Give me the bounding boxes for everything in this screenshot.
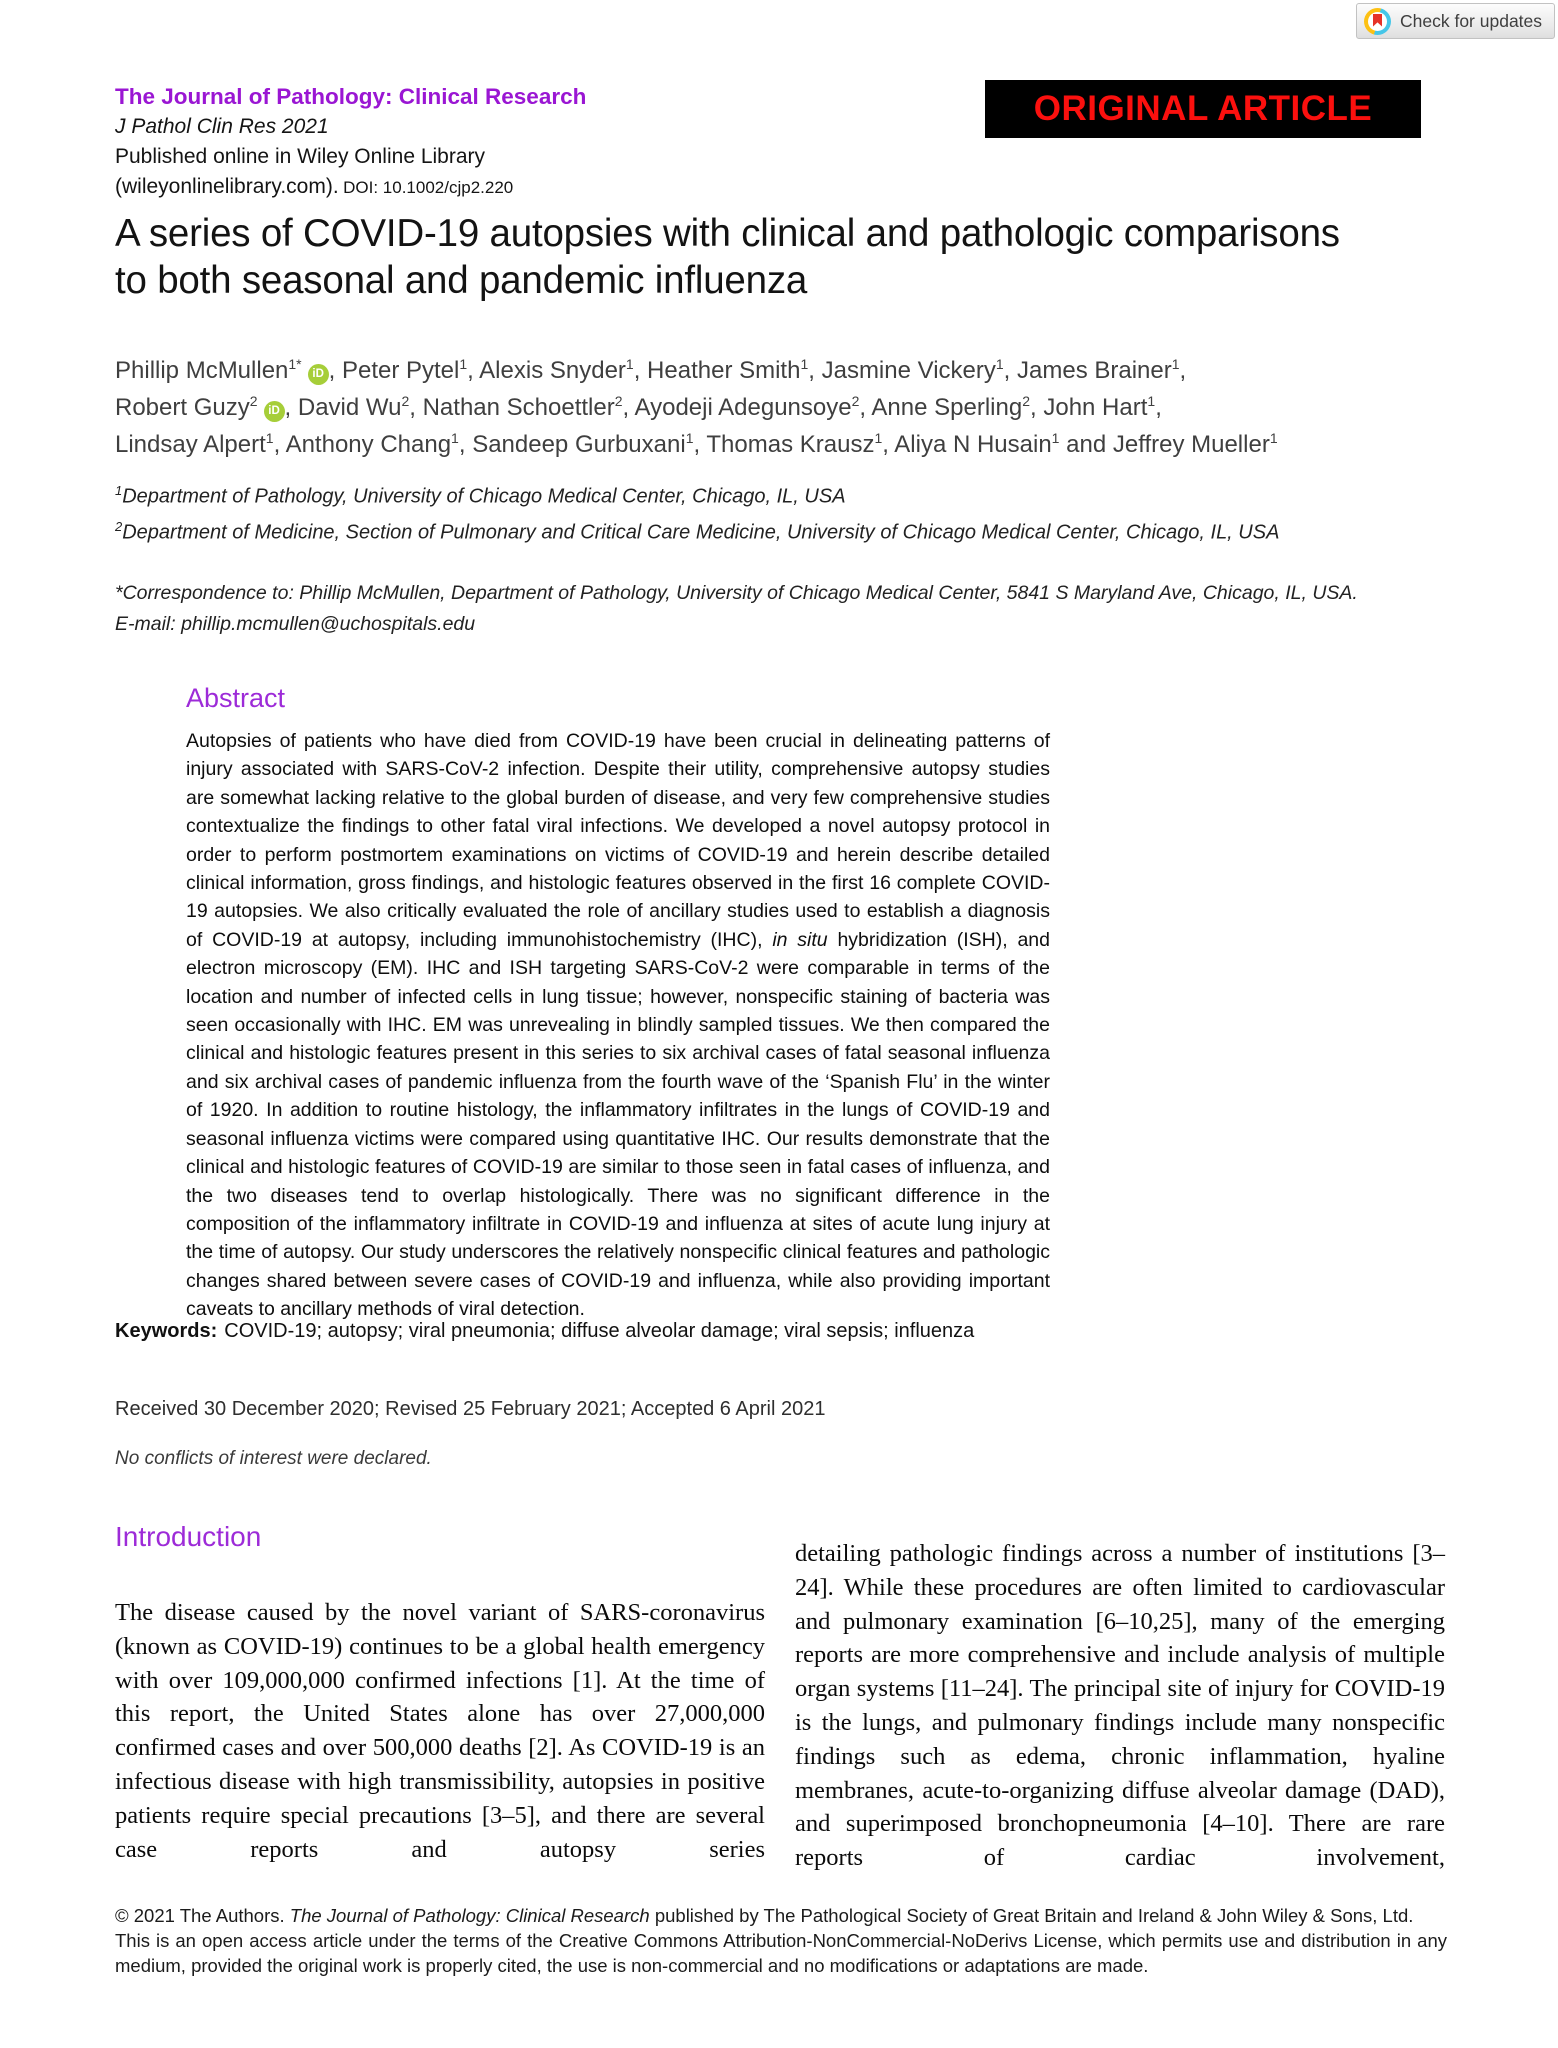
orcid-icon[interactable]: iD bbox=[308, 364, 329, 385]
email-line bbox=[115, 609, 1358, 640]
author-name: Anthony Chang$^1$ bbox=[285, 430, 459, 458]
doi-text: DOI: 10.1002/cjp2.220 bbox=[343, 178, 514, 197]
affiliation: $^1$Department of Pathology, University of Chicago Medical Center, Chicago, IL, USA bbox=[115, 483, 846, 508]
author-affiliation-sup: 2 bbox=[1022, 393, 1030, 409]
abstract-italic-term: in situ bbox=[772, 928, 828, 951]
author-affiliation-sup: 1 bbox=[685, 430, 694, 446]
author-name: David Wu$^2$ bbox=[297, 393, 410, 421]
orcid-icon[interactable]: iD bbox=[264, 401, 285, 422]
author-name: Sandeep Gurbuxani$^1$ bbox=[472, 430, 694, 458]
email-label: E-mail: bbox=[115, 613, 182, 635]
author-affiliation-sup: 2 bbox=[851, 393, 860, 409]
affiliation-sup: 1 bbox=[115, 483, 123, 498]
abstract-text-part2: hybridization (ISH), and electron microscopy (EM). IHC and ISH targeting SARS-CoV-2 were comparable in terms of the location and number of infected cells in lung tissue; however, nonspecific staining of bacteria was seen occasionally with IHC. EM was unrevealing in blindly sampled tissues. We then compared the clinical and histologic features present in this series to six archival cases of fatal seasonal influenza and six archival cases of pandemic influenza from the fourth wave of the ‘Spanish Flu’ in the winter of 1920. In addition to routine histology, the inflammatory infiltrates in the lungs of COVID-19 and seasonal influenza victims were compared using quantitative IHC. Our results demonstrate that the clinical and histologic features of COVID-19 are similar to those seen in fatal cases of influenza, and the two diseases tend to overlap histologically. There was no significant difference in the composition of the inflammatory infiltrate in COVID-19 and influenza at sites of acute lung injury at the time of autopsy. Our study underscores the relatively nonspecific clinical features and pathologic changes shared between severe cases of COVID-19 and influenza, while also providing important caveats to ancillary methods of viral detection. bbox=[186, 928, 1050, 1321]
author-affiliation-sup: 1 bbox=[874, 430, 883, 446]
author-affiliation-sup: 1 bbox=[265, 430, 274, 446]
abstract-text-part1: Autopsies of patients who have died from COVID-19 have been crucial in delineating patterns of injury associated with SARS-CoV-2 infection. Despite their utility, comprehensive autopsy studies are somewhat lacking relative to the global burden of disease, and very few comprehensive studies contextualize the findings to other fatal viral infections. We developed a novel autopsy protocol in order to perform postmortem examinations on victims of COVID-19 and herein describe detailed clinical information, gross findings, and histologic features observed in the first 16 complete COVID-19 autopsies. We also critically evaluated the role of ancillary studies used to establish a diagnosis of COVID-19 at autopsy, including immunohistochemistry (IHC), bbox=[186, 730, 1050, 951]
introduction-heading: Introduction bbox=[115, 1521, 262, 1552]
author-name: Nathan Schoettler$^2$ bbox=[422, 393, 623, 421]
published-line: Published online in Wiley Online Library bbox=[115, 145, 486, 168]
abstract-heading: Abstract bbox=[186, 683, 286, 713]
author-name: Anne Sperling$^2$ bbox=[871, 393, 1030, 421]
site-doi-line bbox=[115, 172, 586, 204]
affiliation: $^2$Department of Medicine, Section of Pulmonary and Critical Care Medicine, University of Chicago Medical Center, Chicago, IL, USA bbox=[115, 518, 1280, 544]
author-name: Heather Smith$^1$ bbox=[647, 356, 809, 384]
abstract-paragraph bbox=[186, 727, 1050, 1324]
author-list: Phillip McMullen$^{1*}$iD , Peter Pytel$^1$, Alexis Snyder$^1$, Heather Smith$^1$, Jasmine Vickery$^1$, James Brainer$^1$, Robert Guzy$^2$iD , David Wu$^2$, Nathan Schoettler$^2$, Ayodeji Adegunsoye$^2$, Anne Sperling$^2$, John Hart$^1$, Lindsay Alpert$^1$, Anthony Chang$^1$, Sandeep Gurbuxani$^1$, Thomas Krausz$^1$, Aliya N Husain$^1$ and Jeffrey Mueller$^1$ bbox=[115, 356, 1278, 458]
author-name: Lindsay Alpert$^1$ bbox=[115, 430, 274, 458]
history-line: Received 30 December 2020; Revised 25 February 2021; Accepted 6 April 2021 bbox=[115, 1398, 826, 1420]
author-name: Jeffrey Mueller$^1$ bbox=[1112, 430, 1278, 458]
affiliation-list bbox=[115, 476, 1279, 547]
keywords-label: Keywords: bbox=[115, 1320, 218, 1342]
author-affiliation-sup: 1 bbox=[1147, 393, 1156, 409]
author-affiliation-sup: 1 bbox=[459, 356, 468, 372]
footer bbox=[115, 1903, 1447, 1978]
correspondence-note bbox=[115, 578, 1358, 640]
author-affiliation-sup: 2 bbox=[614, 393, 623, 409]
license-text: This is an open access article under the terms of the Creative Commons Attribution-NonCommercial-NoDerivs License, which permits use and distribution in any medium, provided the original work is properly cited, the use is non-commercial and no modifications or adaptations are made. bbox=[115, 1930, 1447, 1976]
author-affiliation-sup: 1 bbox=[1051, 430, 1060, 446]
author-affiliation-sup: 1 bbox=[995, 356, 1004, 372]
crossmark-icon bbox=[1364, 8, 1391, 35]
check-updates-button[interactable] bbox=[1356, 3, 1555, 39]
intro-column-left: The disease caused by the novel variant of SARS-coronavirus (known as COVID-19) continues to be a global health emergency with over 109,000,000 confirmed infections [1]. At the time of this report, the United States alone has over 27,000,000 confirmed cases and over 500,000 deaths [2]. As COVID-19 is an infectious disease with high transmissibility, autopsies in positive patients require special precautions [3–5], and there are several case reports and autopsy series bbox=[115, 1599, 765, 1863]
intro-column-right: detailing pathologic findings across a number of institutions [3–24]. While these procedures are often limited to cardiovascular and pulmonary examination [6–10,25], many of the emerging reports are more comprehensive and include analysis of multiple organ systems [11–24]. The principal site of injury for COVID-19 is the lungs, and pulmonary findings include many nonspecific findings such as edema, chronic inflammation, hyaline membranes, acute-to-organizing diffuse alveolar damage (DAD), and superimposed bronchopneumonia [4–10]. There are rare reports of cardiac involvement, bbox=[795, 1540, 1445, 1872]
copyright-post: published by The Pathological Society of Great Britain and Ireland & John Wiley & Sons, Ltd. bbox=[649, 1905, 1414, 1926]
article-type-banner bbox=[985, 80, 1421, 138]
conflicts-note: No conflicts of interest were declared. bbox=[115, 1448, 432, 1469]
check-updates-label: Check for updates bbox=[1400, 10, 1543, 31]
journal-citation: J Pathol Clin Res 2021 bbox=[115, 115, 329, 138]
keywords-text: COVID-19; autopsy; viral pneumonia; diffuse alveolar damage; viral sepsis; influenza bbox=[224, 1320, 975, 1342]
correspondence-text: *Correspondence to: Phillip McMullen, Department of Pathology, University of Chicago Medical Center, 5841 S Maryland Ave, Chicago, IL, USA. bbox=[115, 582, 1358, 604]
author-affiliation-sup: 1 bbox=[451, 430, 459, 446]
journal-title: The Journal of Pathology: Clinical Research bbox=[115, 84, 587, 109]
author-affiliation-sup: 1* bbox=[288, 356, 302, 372]
author-affiliation-sup: 1 bbox=[1171, 356, 1180, 372]
masthead bbox=[115, 82, 586, 204]
author-name: Phillip McMullen$^{1*}$iD bbox=[115, 357, 329, 384]
copyright-journal-italic: The Journal of Pathology: Clinical Research bbox=[289, 1905, 650, 1926]
author-affiliation-sup: 2 bbox=[249, 393, 258, 409]
author-name: Alexis Snyder$^1$ bbox=[479, 356, 634, 384]
affiliation-sup: 2 bbox=[115, 518, 123, 534]
bookmark-icon bbox=[1373, 14, 1382, 27]
author-name: James Brainer$^1$ bbox=[1017, 356, 1180, 384]
site-text: (wileyonlinelibrary.com). bbox=[115, 175, 339, 198]
author-affiliation-sup: 2 bbox=[401, 393, 410, 409]
author-name: Jasmine Vickery$^1$ bbox=[821, 356, 1004, 384]
keywords-line bbox=[115, 1320, 974, 1343]
author-name: John Hart$^1$ bbox=[1043, 393, 1156, 421]
article-type-label: ORIGINAL ARTICLE bbox=[1033, 89, 1373, 128]
author-name: Ayodeji Adegunsoye$^2$ bbox=[634, 393, 860, 421]
copyright-pre: © 2021 The Authors. bbox=[115, 1905, 290, 1926]
article-title: A series of COVID-19 autopsies with clinical and pathologic comparisons to both seasonal and pandemic influenza bbox=[115, 212, 1340, 302]
copyright-line bbox=[115, 1903, 1447, 1928]
author-name: Thomas Krausz$^1$ bbox=[706, 430, 883, 458]
author-affiliation-sup: 1 bbox=[625, 356, 634, 372]
author-name: Peter Pytel$^1$ bbox=[341, 356, 468, 384]
author-affiliation-sup: 1 bbox=[800, 356, 809, 372]
email-link[interactable]: phillip.mcmullen@uchospitals.edu bbox=[181, 613, 476, 635]
author-name: Aliya N Husain$^1$ bbox=[894, 430, 1060, 458]
author-affiliation-sup: 1 bbox=[1269, 430, 1278, 446]
author-name: Robert Guzy$^2$iD bbox=[115, 394, 285, 421]
